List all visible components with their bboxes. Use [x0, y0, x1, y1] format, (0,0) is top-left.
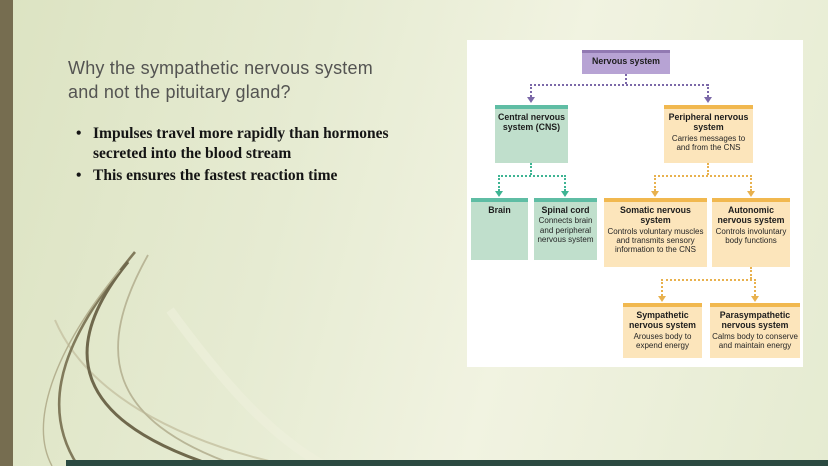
- node-title: Spinal cord: [541, 205, 590, 215]
- node-brain: [471, 198, 528, 260]
- arrowhead-down-icon: [751, 296, 759, 302]
- dotted-line: [625, 74, 627, 84]
- bullet-text: This ensures the fastest reaction time: [93, 166, 338, 184]
- bullet-marker-icon: •: [76, 125, 82, 142]
- node-title: Autonomic nervous system: [717, 205, 785, 226]
- dotted-line: [498, 175, 566, 177]
- bullet-text: Impulses travel more rapidly than hormones secreted into the blood stream: [93, 125, 389, 163]
- node-title: Parasympathetic nervous system: [719, 310, 791, 331]
- bottom-accent-bar: [66, 460, 828, 466]
- arrowhead-down-icon: [651, 191, 659, 197]
- node-peripheral-nervous-system: [664, 105, 753, 163]
- dotted-line: [661, 279, 663, 296]
- node-nervous-system: [582, 50, 670, 74]
- node-description: Arouses body to expend energy: [633, 331, 692, 351]
- node-description: Carries messages to and from the CNS: [671, 133, 746, 153]
- node-central-nervous-system: [495, 105, 568, 163]
- dotted-line: [498, 175, 500, 191]
- node-title: Sympathetic nervous system: [629, 310, 696, 331]
- arrowhead-down-icon: [704, 97, 712, 103]
- bullet-list: [76, 124, 446, 187]
- node-title: Somatic nervous system: [620, 205, 691, 226]
- arrowhead-down-icon: [561, 191, 569, 197]
- node-title: Nervous system: [592, 56, 660, 66]
- dotted-line: [750, 175, 752, 191]
- diagram-panel: [467, 40, 803, 367]
- dotted-line: [530, 84, 708, 86]
- bullet-item: [76, 124, 446, 165]
- arrowhead-down-icon: [747, 191, 755, 197]
- arrowhead-down-icon: [527, 97, 535, 103]
- dotted-line: [564, 175, 566, 191]
- node-description: Connects brain and peripheral nervous system: [537, 216, 594, 244]
- dotted-line: [750, 267, 752, 279]
- node-sympathetic-nervous-system: [623, 303, 702, 358]
- node-description: Calms body to conserve and maintain energy: [712, 331, 798, 351]
- arrowhead-down-icon: [495, 191, 503, 197]
- arrowhead-down-icon: [658, 296, 666, 302]
- node-somatic-nervous-system: [604, 198, 707, 267]
- dotted-line: [707, 163, 709, 175]
- dotted-line: [654, 175, 656, 191]
- node-description: Controls involuntary body functions: [715, 226, 787, 246]
- dotted-line: [707, 84, 709, 97]
- dotted-line: [661, 279, 756, 281]
- node-autonomic-nervous-system: [712, 198, 790, 267]
- dotted-line: [530, 84, 532, 97]
- node-spinal-cord: [534, 198, 597, 260]
- dotted-line: [754, 279, 756, 296]
- left-edge-bar: [0, 0, 13, 466]
- dotted-line: [530, 163, 532, 175]
- bullet-marker-icon: •: [76, 166, 82, 184]
- node-title: Brain: [488, 205, 511, 215]
- dotted-line: [654, 175, 752, 177]
- node-title: Peripheral nervous system: [668, 112, 749, 133]
- bullet-item: [76, 166, 446, 186]
- node-description: Controls voluntary muscles and transmits sensory information to the CNS: [607, 226, 704, 255]
- node-parasympathetic-nervous-system: [710, 303, 800, 358]
- slide-title: Why the sympathetic nervous system and not the pituitary gland?: [68, 58, 373, 102]
- node-title: Central nervous system (CNS): [498, 112, 565, 133]
